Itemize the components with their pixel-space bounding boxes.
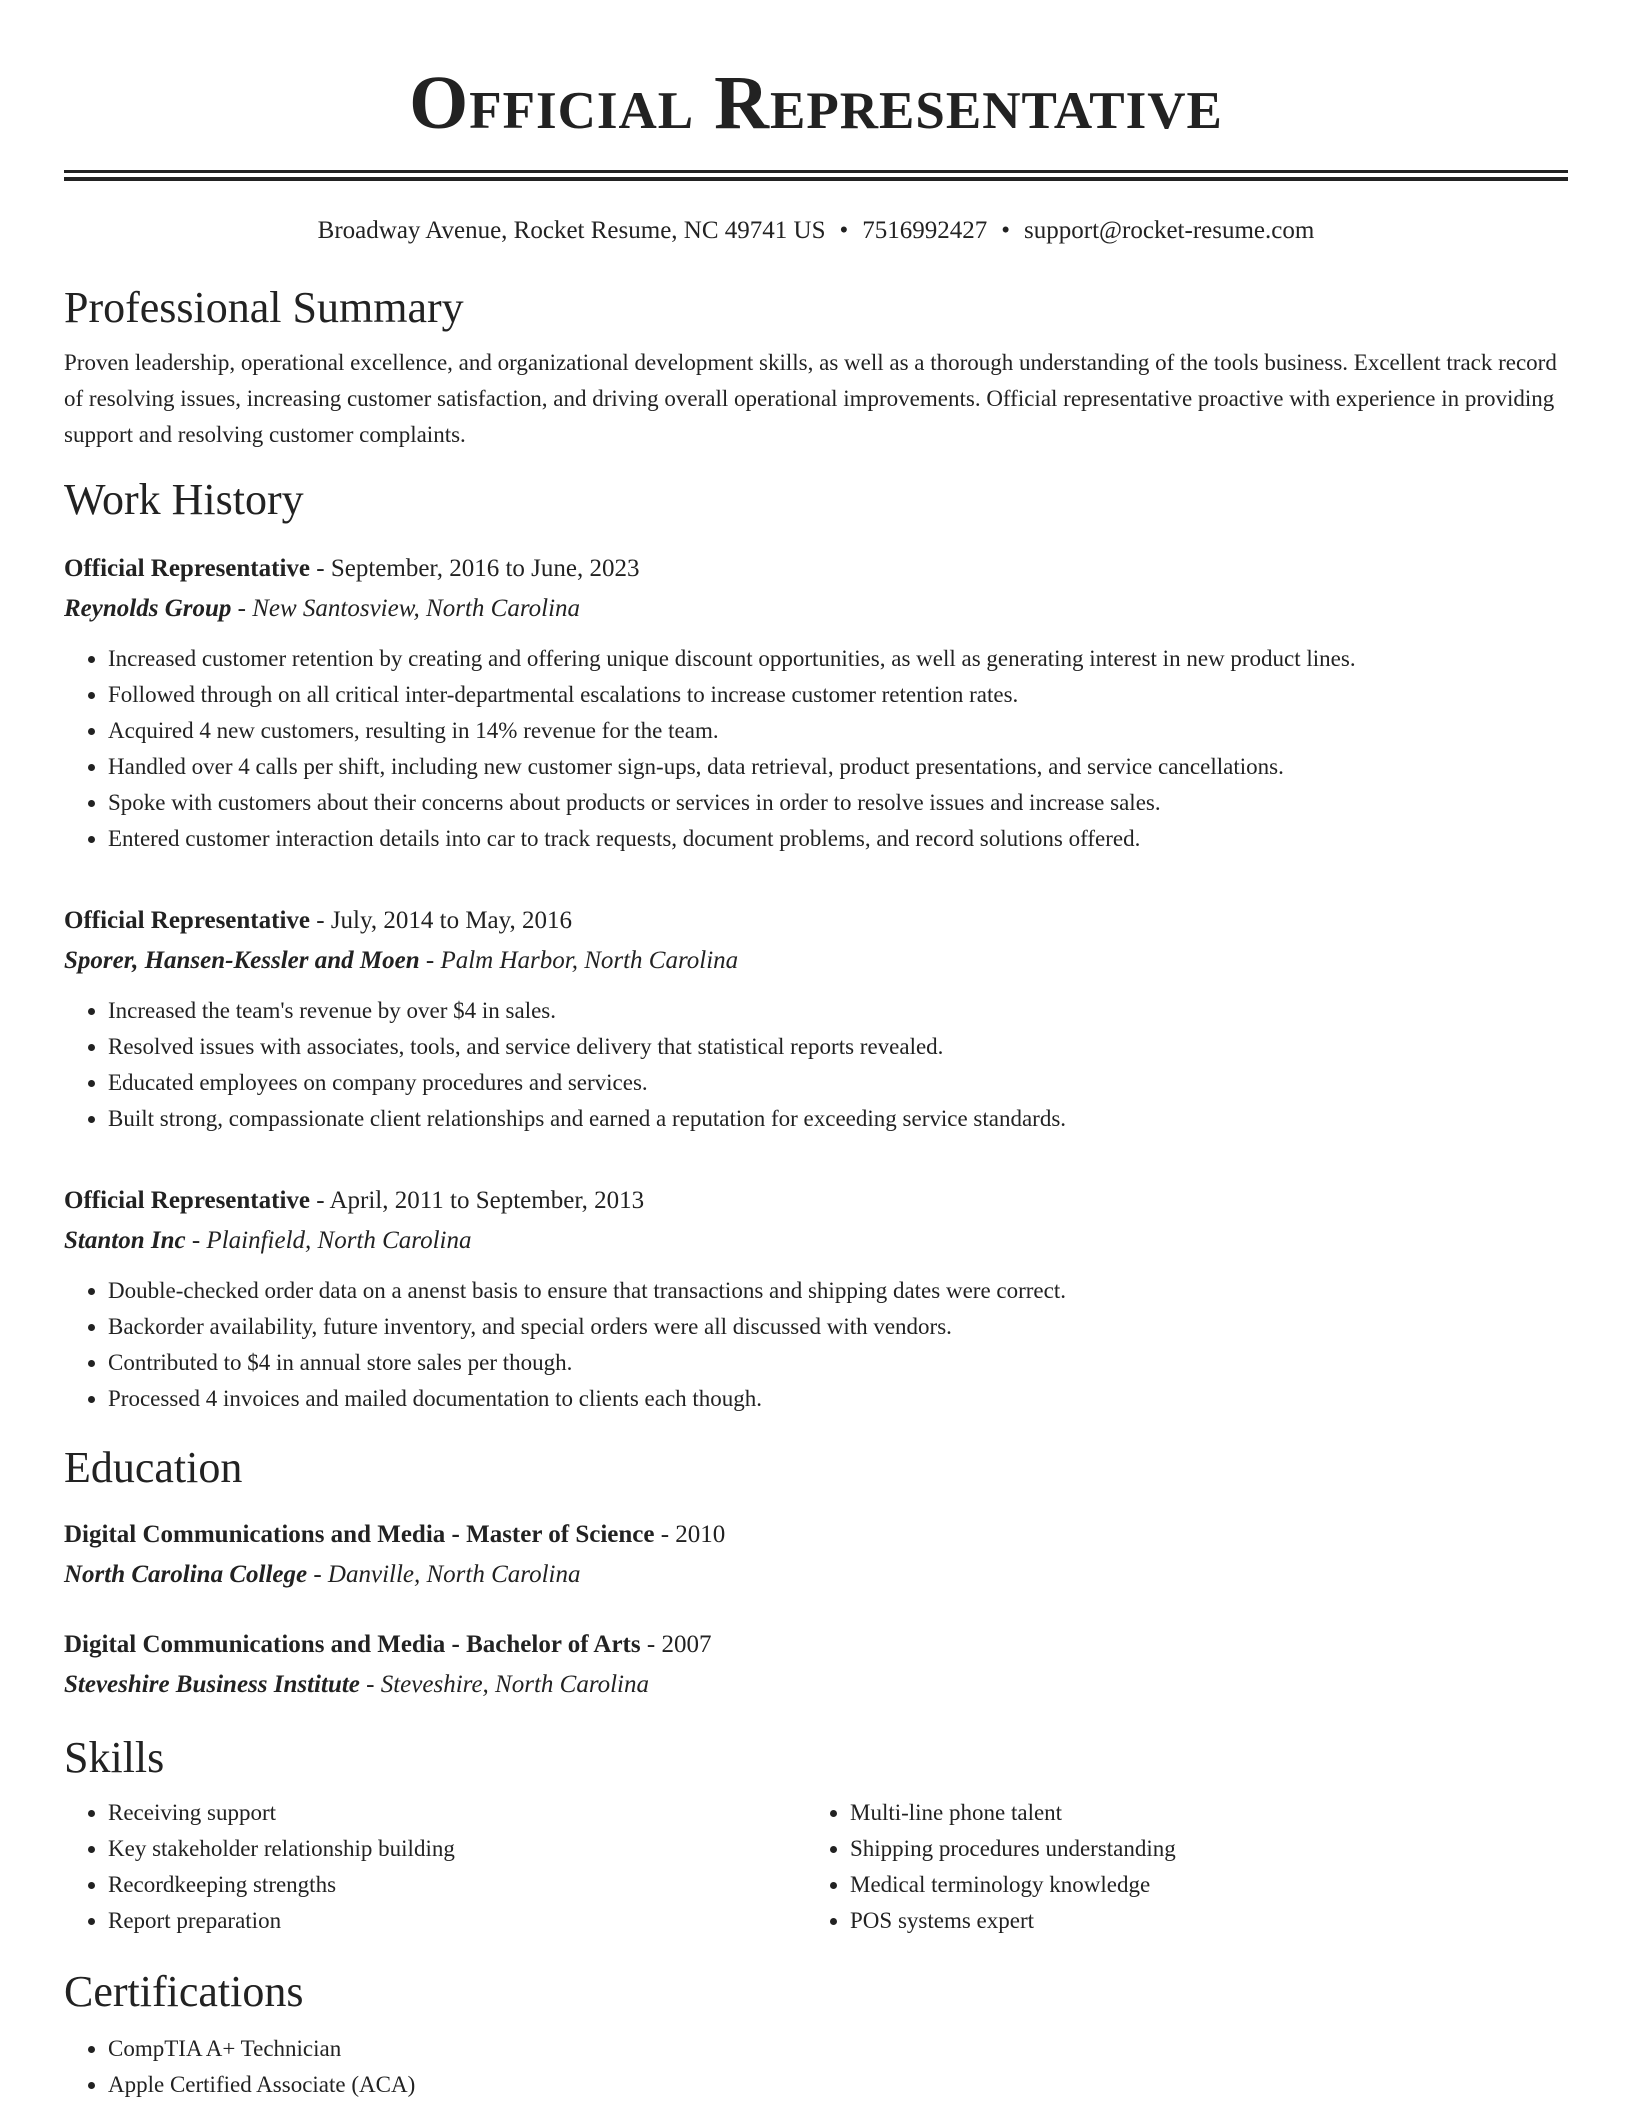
skills-column-left [64, 1795, 806, 1939]
list-item: • Educated employees on company procedures and services. [108, 1065, 1568, 1101]
education-year: - 2010 [654, 1521, 726, 1548]
education-school-line [64, 1665, 1568, 1705]
education-heading [64, 1625, 1568, 1665]
list-item: • Contributed to $4 in annual store sales per though. [108, 1345, 1568, 1381]
education-location: - Danville, North Carolina [307, 1561, 581, 1588]
education-school-line [64, 1555, 1568, 1595]
contact-separator: • [839, 217, 849, 244]
skills-grid [64, 1795, 1568, 1939]
list-item: • Resolved issues with associates, tools, and service delivery that statistical reports revealed. [108, 1029, 1568, 1065]
work-history-title: Work History [64, 475, 304, 524]
job-location: - Plainfield, North Carolina [185, 1227, 472, 1254]
header-divider-thin [64, 170, 1568, 173]
job-role: Official Representative [64, 1187, 310, 1214]
job-bullets [64, 993, 1568, 1137]
skill-item: • Key stakeholder relationship building [108, 1831, 806, 1867]
education-year: - 2007 [640, 1631, 712, 1658]
job-heading [64, 901, 1568, 941]
education-heading [64, 1515, 1568, 1555]
education-degree: Digital Communications and Media - Bachelor of Arts [64, 1631, 641, 1658]
job-company-line [64, 941, 1568, 981]
summary-text: Proven leadership, operational excellence, and organizational development skills, as well as a thorough understanding of the tools business. Excellent track record of resolving issues, increasing customer satisfaction, and driving overall operational improvements. Official representative proactive with experience in providing support and resolving customer complaints. [64, 350, 1557, 447]
summary-section [64, 281, 1568, 453]
contact-address: Broadway Avenue, Rocket Resume, NC 49741 US [317, 217, 826, 244]
contact-email: support@rocket-resume.com [1024, 217, 1315, 244]
education-school: North Carolina College [64, 1561, 308, 1588]
job-role: Official Representative [64, 907, 310, 934]
list-item: • Processed 4 invoices and mailed documentation to clients each though. [108, 1381, 1568, 1417]
job-location: - New Santosview, North Carolina [231, 595, 581, 622]
header-divider [64, 170, 1568, 181]
skill-item: • POS systems expert [850, 1903, 1548, 1939]
list-item: • Handled over 4 calls per shift, including new customer sign-ups, data retrieval, product presentations, and service cancellations. [108, 749, 1568, 785]
resume-content [64, 0, 1568, 2103]
skill-item: • Receiving support [108, 1795, 806, 1831]
job-dates: - September, 2016 to June, 2023 [310, 555, 640, 582]
candidate-name: Official Representative [409, 61, 1223, 145]
list-item: • Followed through on all critical inter-departmental escalations to increase customer retention rates. [108, 677, 1568, 713]
list-item: • Acquired 4 new customers, resulting in 14% revenue for the team. [108, 713, 1568, 749]
education-section [64, 1441, 1568, 1705]
job-location: - Palm Harbor, North Carolina [419, 947, 739, 974]
education-entry [64, 1515, 1568, 1595]
job-company-line [64, 1221, 1568, 1261]
job-heading [64, 1181, 1568, 1221]
work-history-section [64, 473, 1568, 1417]
certifications-section [64, 1965, 1568, 2103]
list-item: • Increased customer retention by creating and offering unique discount opportunities, as well as generating interest in new product lines. [108, 641, 1568, 677]
job-company: Reynolds Group [64, 595, 232, 622]
certifications-title: Certifications [64, 1967, 304, 2016]
skills-column-right [806, 1795, 1548, 1939]
list-item: • Spoke with customers about their concerns about products or services in order to resolve issues and increase sales. [108, 785, 1568, 821]
job-role: Official Representative [64, 555, 310, 582]
skill-item: • Medical terminology knowledge [850, 1867, 1548, 1903]
job-company: Sporer, Hansen-Kessler and Moen [64, 947, 420, 974]
skill-item: • Recordkeeping strengths [108, 1867, 806, 1903]
job-heading [64, 549, 1568, 589]
certifications-list [64, 2031, 1568, 2103]
skills-title: Skills [64, 1733, 165, 1782]
job-entry [64, 1181, 1568, 1417]
skills-section [64, 1731, 1568, 1939]
job-company-line [64, 589, 1568, 629]
skill-item: • Report preparation [108, 1903, 806, 1939]
job-bullets [64, 1273, 1568, 1417]
list-item: • Double-checked order data on a anenst basis to ensure that transactions and shipping dates were correct. [108, 1273, 1568, 1309]
job-dates: - April, 2011 to September, 2013 [310, 1187, 645, 1214]
job-entry [64, 549, 1568, 857]
header-divider-thick [64, 177, 1568, 181]
job-dates: - July, 2014 to May, 2016 [310, 907, 573, 934]
certification-item: • CompTIA A+ Technician [108, 2031, 1568, 2067]
job-company: Stanton Inc [64, 1227, 186, 1254]
skill-item: • Multi-line phone talent [850, 1795, 1548, 1831]
education-title: Education [64, 1443, 243, 1492]
list-item: • Increased the team's revenue by over $4 in sales. [108, 993, 1568, 1029]
list-item: • Backorder availability, future inventory, and special orders were all discussed with vendors. [108, 1309, 1568, 1345]
certification-item: • Apple Certified Associate (ACA) [108, 2067, 1568, 2103]
education-entry [64, 1625, 1568, 1705]
contact-line [64, 215, 1568, 247]
list-item: • Entered customer interaction details into car to track requests, document problems, and record solutions offered. [108, 821, 1568, 857]
education-school: Steveshire Business Institute [64, 1671, 360, 1698]
education-degree: Digital Communications and Media - Master of Science [64, 1521, 655, 1548]
job-entry [64, 901, 1568, 1137]
job-bullets [64, 641, 1568, 857]
contact-separator: • [1001, 217, 1011, 244]
contact-phone: 7516992427 [862, 217, 988, 244]
education-location: - Steveshire, North Carolina [359, 1671, 650, 1698]
skill-item: • Shipping procedures understanding [850, 1831, 1548, 1867]
summary-title: Professional Summary [64, 283, 464, 332]
list-item: • Built strong, compassionate client relationships and earned a reputation for exceeding service standards. [108, 1101, 1568, 1137]
